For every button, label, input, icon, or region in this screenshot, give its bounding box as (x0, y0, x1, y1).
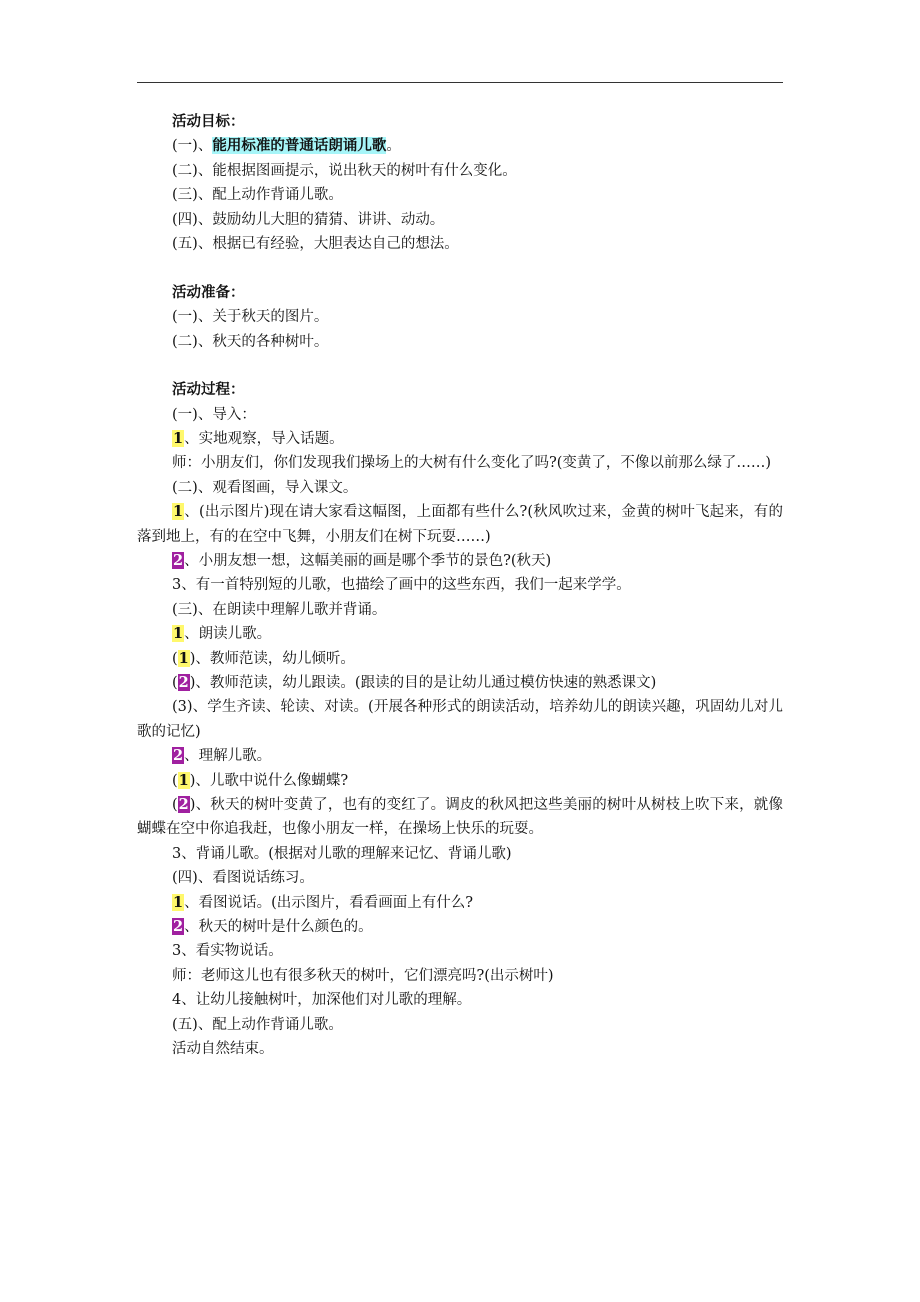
process-line: (五)、配上动作背诵儿歌。 (172, 1016, 343, 1033)
process-line (137, 427, 783, 451)
document-body (137, 110, 783, 1061)
process-text: 、看图说话。(出示图片，看看画面上有什么? (184, 894, 474, 911)
process-text: 、理解儿歌。 (184, 748, 272, 765)
process-paragraph: (3)、学生齐读、轮读、对读。(开展各种形式的朗读活动，培养幼儿的朗读兴趣，巩固幼儿对儿歌的记忆) (137, 699, 783, 740)
process-line: 3、有一首特别短的儿歌，也描绘了画中的这些东西，我们一起来学学。 (172, 577, 631, 594)
prep-item-1: (一)、关于秋天的图片。 (172, 309, 329, 326)
process-text: 、朗读儿歌。 (184, 626, 272, 643)
process-text: ( (172, 650, 178, 667)
process-text: ( (172, 772, 178, 789)
number-badge-yellow: 1 (178, 771, 189, 789)
process-paragraph (137, 500, 783, 549)
process-paragraph (137, 793, 783, 842)
process-line (137, 647, 783, 671)
process-line (137, 891, 783, 915)
process-text: ( (172, 797, 178, 814)
goal-item-5: (五)、根据已有经验，大胆表达自己的想法。 (172, 235, 459, 252)
process-line (137, 744, 783, 768)
process-line: 4、让幼儿接触树叶，加深他们对儿歌的理解。 (172, 992, 472, 1009)
goal-item-suffix: 。 (386, 138, 401, 155)
process-line: 3、背诵儿歌。(根据对儿歌的理解来记忆、背诵儿歌) (172, 845, 512, 862)
goal-item-3: (三)、配上动作背诵儿歌。 (172, 187, 343, 204)
header-rule (137, 82, 783, 83)
process-line: (三)、在朗读中理解儿歌并背诵。 (172, 601, 387, 618)
process-paragraph: 师：小朋友们，你们发现我们操场上的大树有什么变化了吗?(变黄了，不像以前那么绿了……) (172, 455, 772, 472)
number-badge-purple: 2 (173, 918, 184, 935)
process-text: 、实地观察，导入话题。 (184, 431, 344, 448)
process-line (137, 671, 783, 695)
process-text: )、教师范读，幼儿跟读。(跟读的目的是让幼儿通过模仿快速的熟悉课文) (189, 675, 657, 692)
process-text: )、教师范读，幼儿倾听。 (189, 650, 355, 667)
process-line: 活动自然结束。 (172, 1040, 274, 1057)
process-text: 、秋天的树叶是什么颜色的。 (184, 919, 373, 935)
number-badge-purple: 2 (173, 747, 184, 765)
number-badge-purple: 2 (178, 674, 189, 692)
prep-item-2: (二)、秋天的各种树叶。 (172, 333, 329, 350)
process-line (137, 549, 783, 573)
highlighted-goal-text: 能用标准的普通话朗诵儿歌 (212, 137, 387, 155)
number-badge-yellow: 1 (178, 649, 189, 667)
prep-heading: 活动准备： (172, 283, 245, 301)
goals-heading: 活动目标： (172, 113, 245, 130)
process-line (137, 769, 783, 793)
goal-item-2: (二)、能根据图画提示，说出秋天的树叶有什么变化。 (172, 162, 517, 179)
process-line (137, 622, 783, 646)
process-text: 、小朋友想一想，这幅美丽的画是哪个季节的景色?(秋天) (184, 553, 552, 570)
process-line: 师：老师这儿也有很多秋天的树叶，它们漂亮吗?(出示树叶) (172, 967, 554, 984)
number-badge-purple: 2 (178, 796, 189, 814)
process-text: )、儿歌中说什么像蝴蝶? (189, 772, 349, 789)
process-text: 、(出示图片)现在请大家看这幅图，上面都有些什么?(秋风吹过来，金黄的树叶飞起来，有的落到地上，有的在空中飞舞，小朋友们在树下玩耍……) (137, 504, 783, 545)
process-line: (一)、导入： (172, 406, 256, 423)
process-line: (二)、观看图画，导入课文。 (172, 479, 358, 496)
number-badge-yellow: 1 (173, 893, 184, 911)
number-badge-yellow: 1 (173, 503, 184, 521)
process-line: 3、看实物说话。 (172, 943, 283, 960)
goal-item-4: (四)、鼓励幼儿大胆的猜猜、讲讲、动动。 (172, 211, 445, 228)
process-text: ( (172, 675, 178, 692)
number-badge-purple: 2 (173, 552, 184, 570)
goal-item-1 (137, 134, 783, 158)
goal-item-prefix: (一)、 (172, 138, 213, 155)
process-line: (四)、看图说话练习。 (172, 870, 314, 887)
number-badge-yellow: 1 (173, 625, 184, 643)
process-line (137, 915, 783, 939)
process-text: )、秋天的树叶变黄了，也有的变红了。调皮的秋风把这些美丽的树叶从树枝上吹下来，就像蝴蝶在空中你追我赶，也像小朋友一样，在操场上快乐的玩耍。 (137, 797, 783, 838)
process-heading: 活动过程： (172, 381, 245, 399)
number-badge-yellow: 1 (173, 430, 184, 448)
